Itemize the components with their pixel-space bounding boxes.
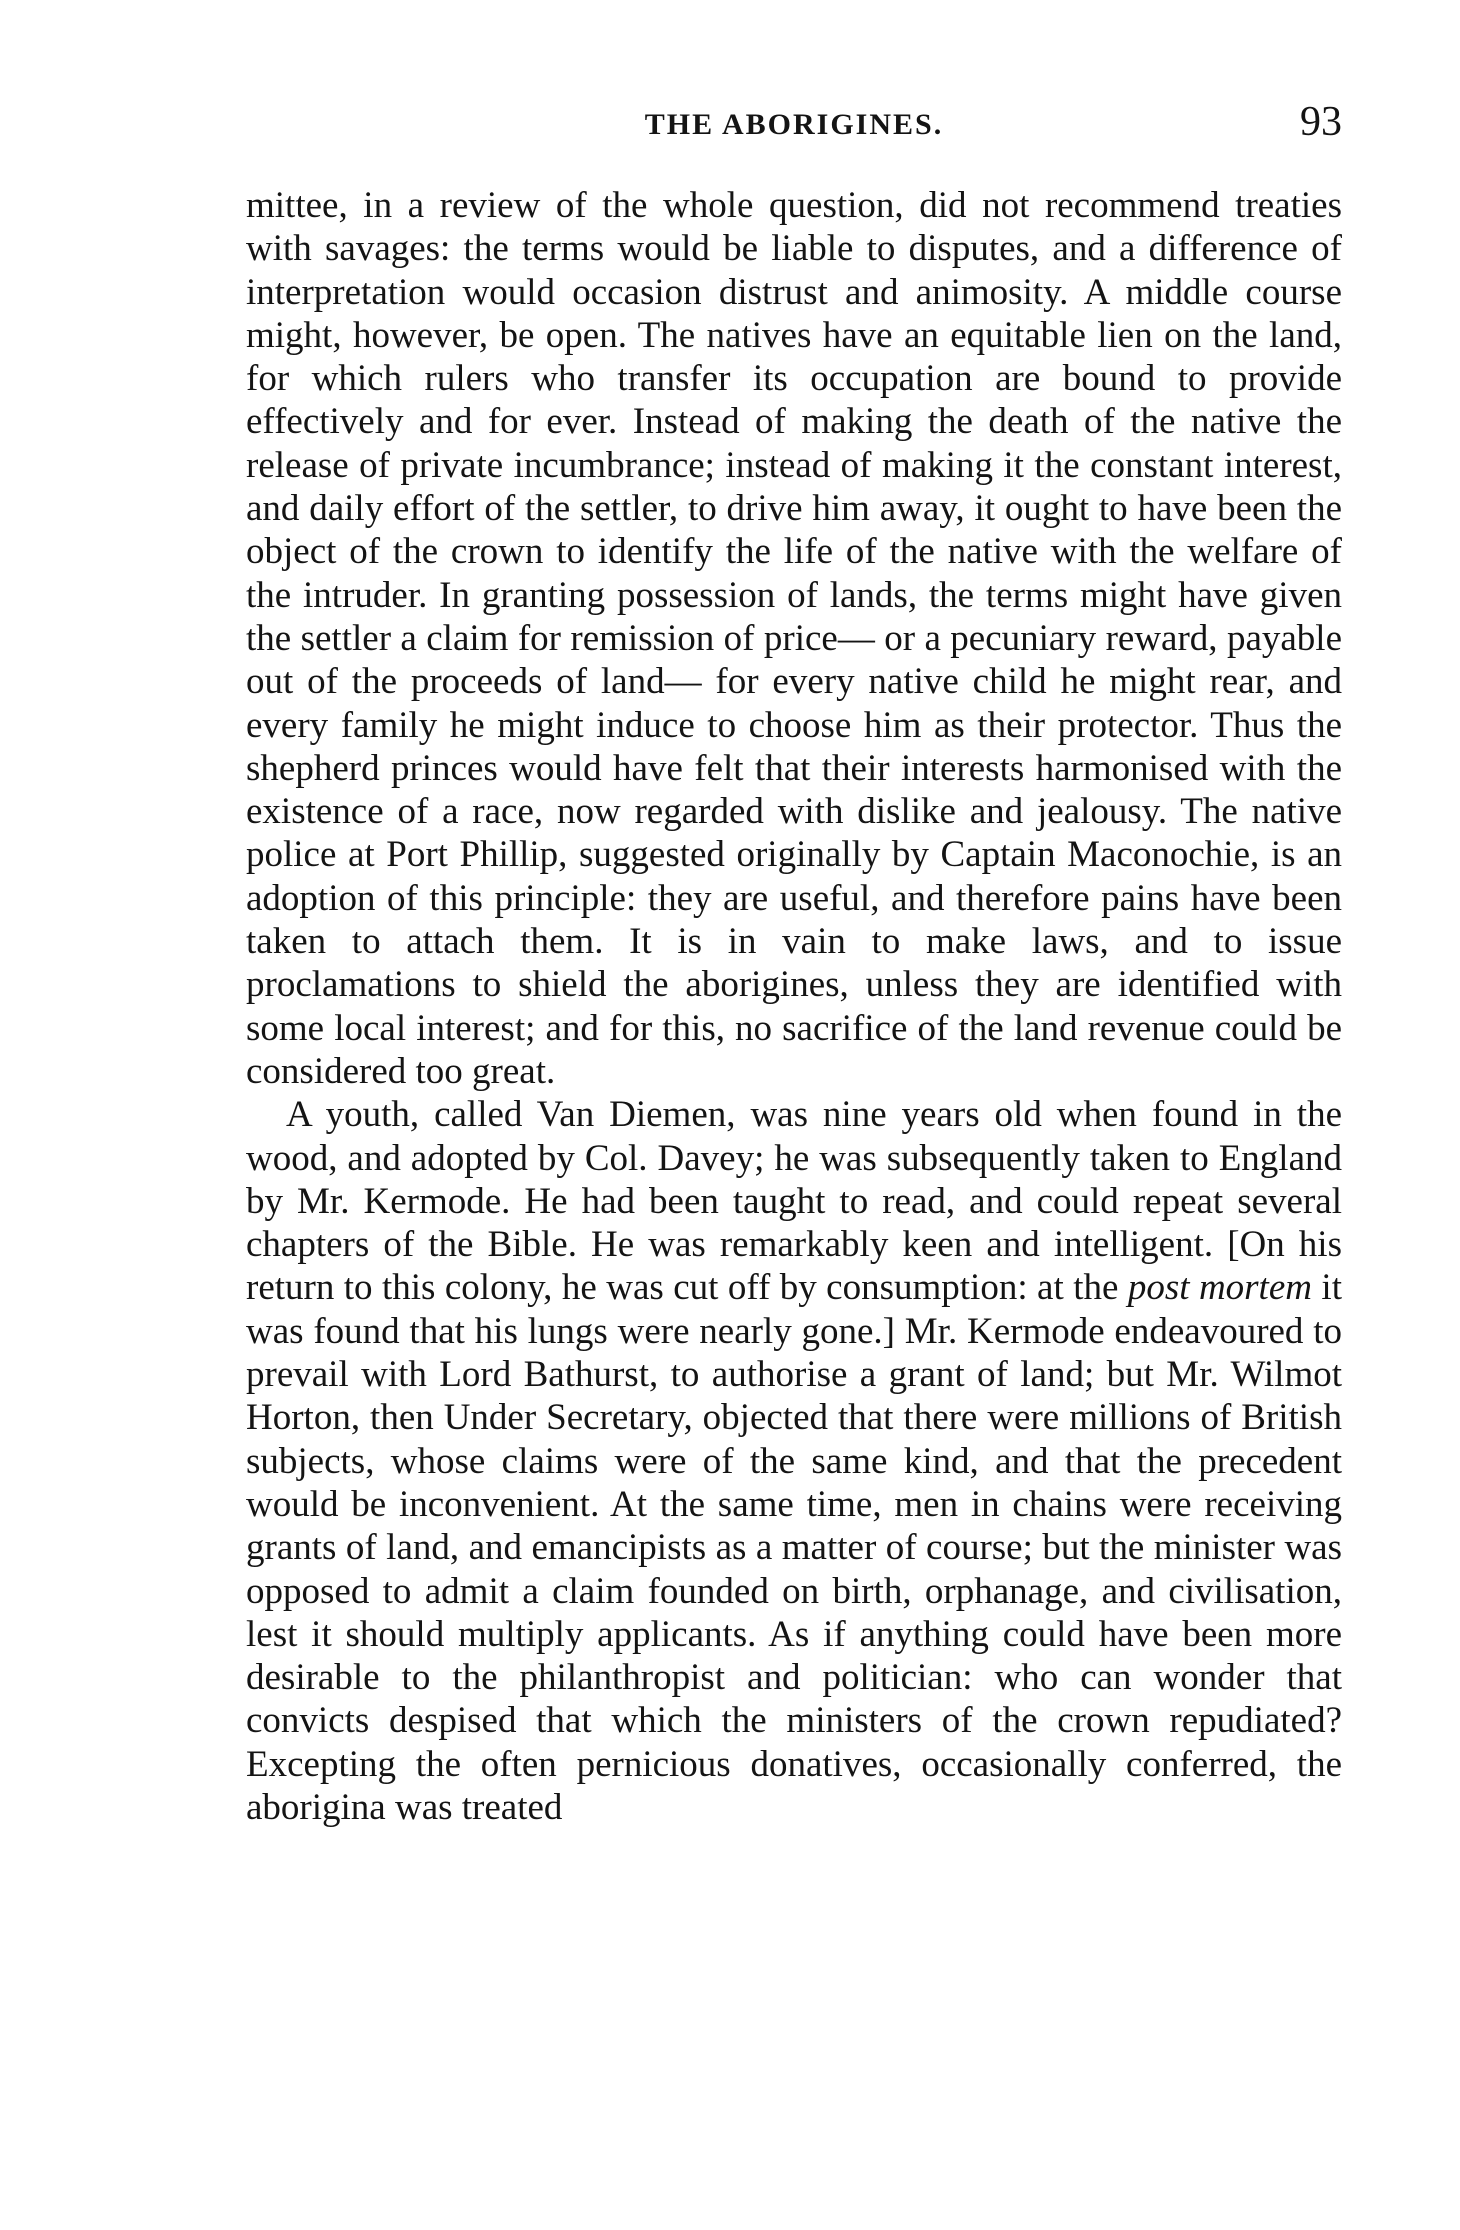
paragraph	[246, 1093, 1342, 1829]
paragraph-text: it was found that his lungs were nearly gone.] Mr. Kermode endeavoured to prevail with Lord Bathurst, to authorise a grant of land; but Mr. Wilmot Horton, then Under Secretary, objected that there were millions of British subjects, whose claims were of the same kind, and that the precedent would be inconvenient. At the same time, men in chains were receiving grants of land, and emancipists as a matter of course; but the minister was opposed to admit a claim founded on birth, orphanage, and civilisation, lest it should multiply applicants. As if anything could have been more desirable to the philanthropist and politician: who can wonder that convicts despised that which the ministers of the crown repudiated? Excepting the often pernicious donatives, occasionally conferred, the aborigina was treated	[246, 1267, 1342, 1828]
page-number: 93	[1300, 99, 1342, 145]
running-head	[246, 98, 1342, 158]
body-text	[246, 184, 1342, 1829]
italic-phrase: post mortem	[1127, 1267, 1312, 1309]
running-title: THE ABORIGINES.	[644, 108, 944, 141]
paragraph-text: A youth, called Van Diemen, was nine years old when found in the wood, and adopted by Col. Davey; he was subsequently taken to England by Mr. Kermode. He had been taught to read, and could repeat several chapters of the Bible. He was remarkably keen and intelligent. [On his return to this colony, he was cut off by consumption: at the	[246, 1094, 1342, 1309]
paragraph: mittee, in a review of the whole question, did not recommend treaties with savages: the terms would be liable to disputes, and a difference of interpretation would occasion distrust and animosity. A middle course might, however, be open. The natives have an equitable lien on the land, for which rulers who transfer its occupation are bound to provide effectively and for ever. Instead of making the death of the native the release of private incumbrance; instead of making it the constant interest, and daily effort of the settler, to drive him away, it ought to have been the object of the crown to identify the life of the native with the welfare of the intruder. In granting possession of lands, the terms might have given the settler a claim for remission of price— or a pecuniary reward, payable out of the proceeds of land— for every native child he might rear, and every family he might induce to choose him as their protector. Thus the shepherd princes would have felt that their interests harmonised with the existence of a race, now regarded with dislike and jealousy. The native police at Port Phillip, suggested originally by Captain Maconochie, is an adoption of this principle: they are useful, and therefore pains have been taken to attach them. It is in vain to make laws, and to issue proclamations to shield the aborigines, unless they are identified with some local interest; and for this, no sacrifice of the land revenue could be considered too great.	[246, 185, 1342, 1092]
